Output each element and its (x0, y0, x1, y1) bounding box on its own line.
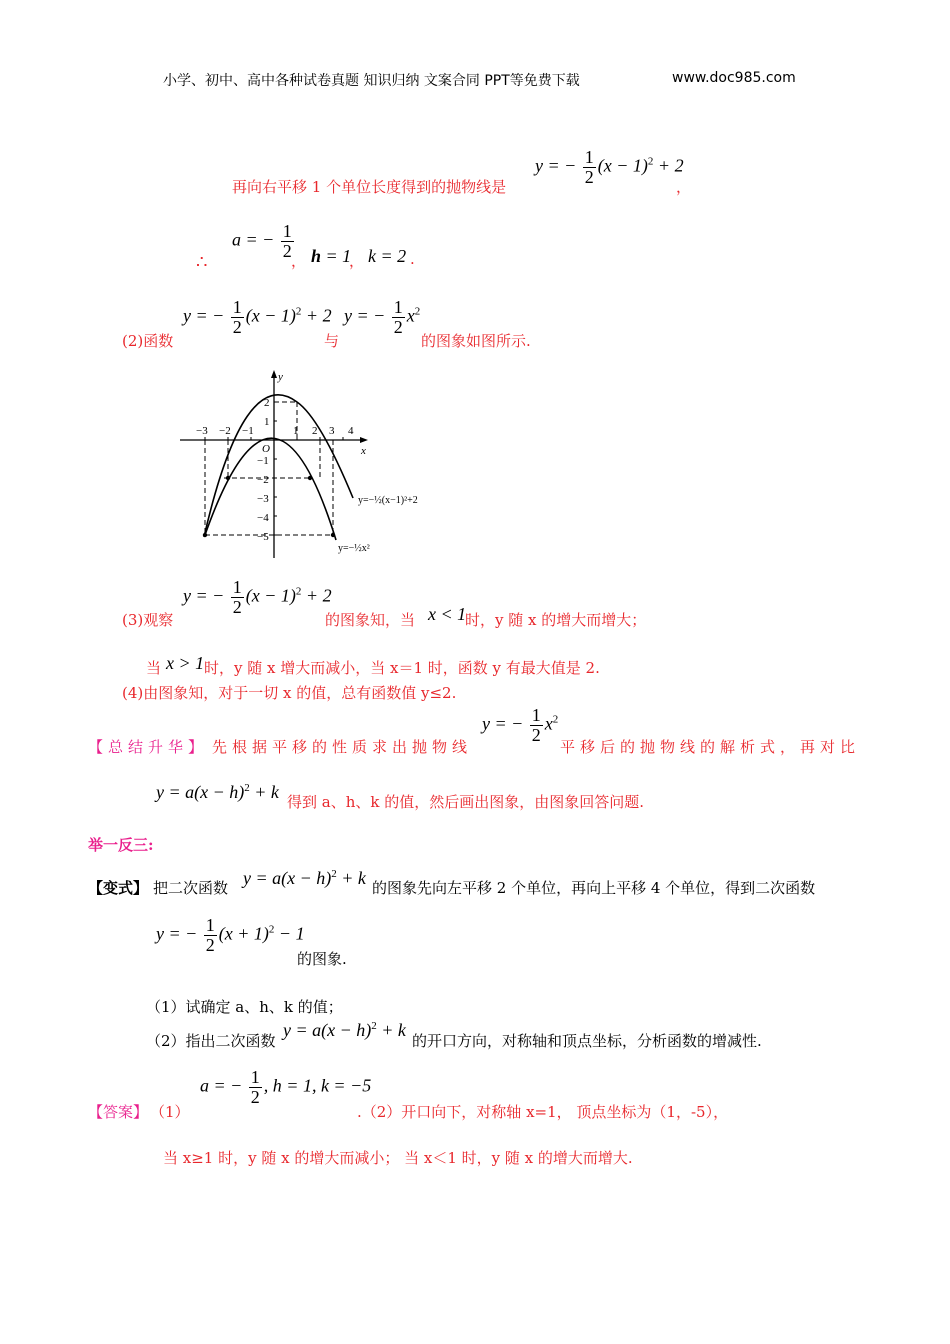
x-tick-label: 4 (348, 425, 354, 437)
part2-prefix: (2)函数 (122, 332, 174, 350)
summary-text1: 先根据平移的性质求出抛物线 (212, 738, 473, 756)
part3-mid: 的图象知，当 (325, 611, 416, 629)
y-tick-label: 1 (264, 416, 270, 428)
variant-label: 【变式】 (88, 879, 149, 897)
therefore-symbol: ∴ (196, 252, 208, 273)
part2-suffix: 的图象如图所示. (421, 332, 531, 350)
formula-part2-a: y = − $\frac{1}{2}$ $(x - 1)^2 + 2$ (183, 297, 332, 337)
summary-label: 【总结升华】 (88, 738, 209, 756)
formula-part3: y = − $\frac{1}{2}$ $(x - 1)^2 + 2$ (183, 577, 332, 617)
answer-line2: 当 x≥1 时，y 随 x 的增大而减小； 当 x＜1 时，y 随 x 的增大而增大. (163, 1149, 633, 1167)
params-end: . (410, 250, 415, 268)
y-tick-label: −5 (257, 531, 269, 543)
cond-x-less-1: x < 1 (428, 604, 467, 624)
practice-heading: 举一反三: (88, 836, 154, 854)
formula-answer: a = − $\frac{1}{2}$ , h = 1, k = −5 (200, 1067, 372, 1107)
part3-line2-prefix: 当 (146, 659, 162, 677)
variant-text1: 把二次函数 (153, 879, 229, 897)
y-tick-label: −3 (257, 493, 269, 505)
y-tick-label: −2 (257, 474, 269, 486)
question-1: （1）试确定 a、h、k 的值； (146, 998, 343, 1016)
answer-p1: （1） (150, 1103, 190, 1121)
variant-text3: 的图象. (297, 950, 347, 968)
formula-shifted-parabola: y = − $\frac{1}{2}$ $(x - 1)^2 + 2$ (535, 147, 684, 187)
formula-part2-b: y = − $\frac{1}{2}$ $x^2$ (344, 297, 421, 337)
question-2-suffix: 的开口方向，对称轴和顶点坐标，分析函数的增减性. (412, 1032, 762, 1050)
answer-p2: .（2）开口向下，对称轴 x=1， 顶点坐标为（1，-5）， (357, 1103, 729, 1121)
x-axis-label: x (361, 445, 366, 457)
formula-vertex-form: $y = a(x - h)^2 + k$ (156, 782, 279, 802)
part3-after1: 时，y 随 x 的增大而增大； (465, 611, 647, 629)
formula-variant-vertex: $y = a(x - h)^2 + k$ (243, 868, 366, 888)
site-header-url[interactable]: www.doc985.com (672, 70, 796, 86)
cond-x-greater-1: x > 1 (166, 653, 205, 673)
part3-prefix: (3)观察 (122, 611, 174, 629)
sep-1: ， (291, 252, 307, 270)
part2-and: 与 (324, 332, 340, 350)
x-tick-label: 2 (312, 425, 318, 437)
parabola-graph (178, 368, 468, 563)
y-tick-label: 2 (264, 397, 270, 409)
formula-summary: y = − $\frac{1}{2}$ $x^2$ (482, 705, 559, 745)
variant-text2: 的图象先向左平移 2 个单位，再向上平移 4 个单位，得到二次函数 (372, 879, 816, 897)
x-tick-label: −3 (196, 425, 208, 437)
summary-text3: 得到 a、h、k 的值，然后画出图象，由图象回答问题. (287, 793, 644, 811)
formula-question-2: $y = a(x - h)^2 + k$ (283, 1020, 406, 1040)
sep-2: ， (349, 252, 365, 270)
y-tick-label: −1 (257, 455, 269, 467)
question-2-prefix: （2）指出二次函数 (146, 1032, 276, 1050)
y-axis-label: y (278, 371, 283, 383)
shift-comma: ， (676, 178, 692, 196)
answer-label: 【答案】 (88, 1103, 149, 1121)
shift-text: 再向右平移 1 个单位长度得到的抛物线是 (232, 178, 507, 196)
curve-label-shifted: y=−½(x−1)²+2 (358, 495, 418, 506)
site-header-left: 小学、初中、高中各种试卷真题 知识归纳 文案合同 PPT等免费下载 (163, 73, 580, 89)
x-tick-label: 3 (329, 425, 335, 437)
part3-line2-rest: 时，y 随 x 增大而减小，当 x＝1 时，函数 y 有最大值是 2. (204, 659, 600, 677)
summary-text2: 平移后的抛物线的解析式，再对比 (560, 738, 861, 756)
param-h: h = 1 (311, 246, 352, 266)
y-tick-label: −4 (257, 512, 269, 524)
curve-label-base: y=−½x² (338, 543, 370, 554)
part4-text: (4)由图象知，对于一切 x 的值，总有函数值 y≤2. (122, 684, 457, 702)
origin-label: O (262, 443, 270, 455)
formula-variant-result: y = − $\frac{1}{2}$ $(x + 1)^2 - 1$ (156, 915, 305, 955)
param-k: k = 2 (368, 246, 407, 266)
x-tick-label: 1 (293, 425, 299, 437)
x-tick-label: −1 (242, 425, 254, 437)
param-a: a = − $\frac{1}{2}$ (232, 221, 292, 261)
x-tick-label: −2 (219, 425, 231, 437)
